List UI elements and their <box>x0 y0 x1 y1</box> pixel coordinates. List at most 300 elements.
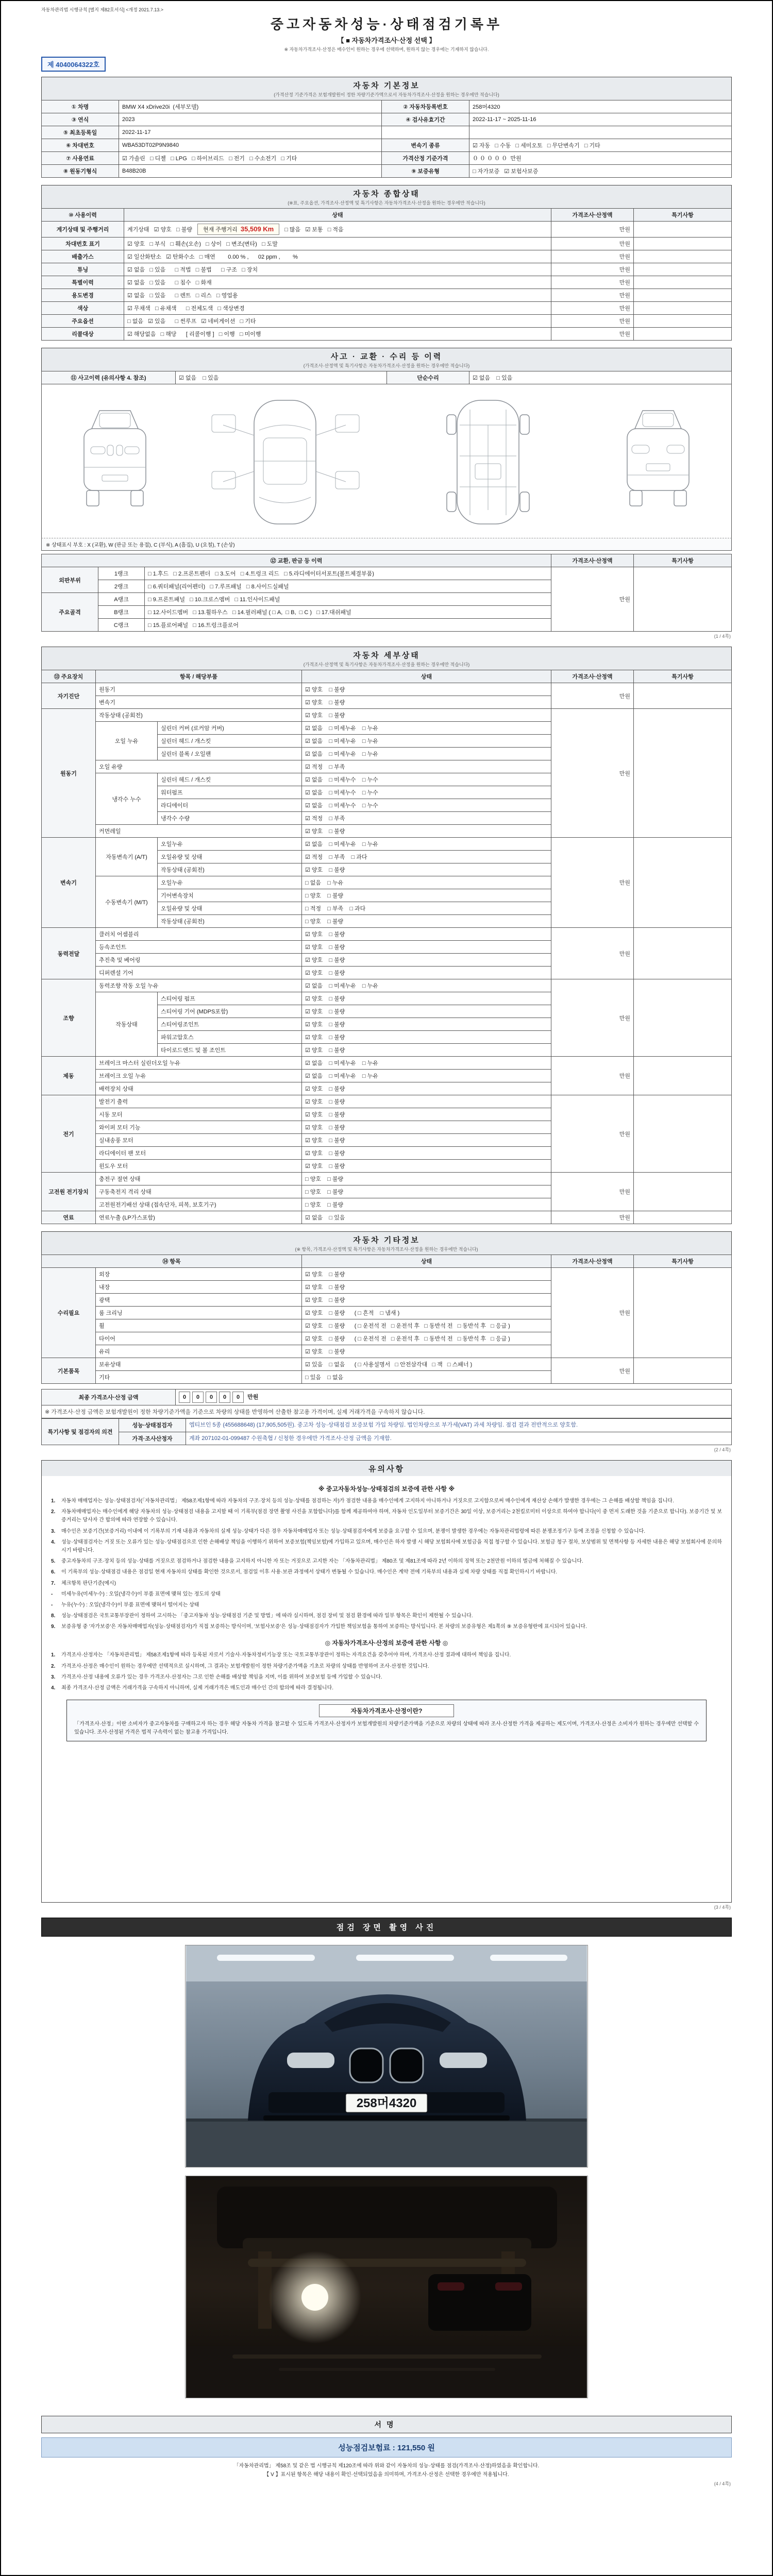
item-label: 라디에이터 팬 모터 <box>96 1147 302 1160</box>
rank-label: A랭크 <box>98 593 145 606</box>
inspector-opinion-text: 엡티브인 5종 (455688648) (17,905,505원). 중고차 성능·상태점검 보증보험 가입 차량임. 법인차량으로 부가세(VAT) 과세 차량임. 점검 결과 전반적으로 양호함. <box>186 1419 732 1432</box>
item-label: 디퍼렌셜 기어 <box>96 967 302 979</box>
item-label: 시동 모터 <box>96 1108 302 1121</box>
exchange-title: ⑫ 교환, 판금 등 이력 <box>42 554 551 567</box>
final-price-value <box>176 1389 732 1405</box>
page-marker-1: (1 / 4쪽) <box>714 634 731 639</box>
table-row <box>42 289 732 302</box>
device-label: 원동기 <box>42 709 96 838</box>
notice-item-number: 2. <box>51 1509 56 1515</box>
other-table <box>41 1255 732 1384</box>
table-row <box>42 1095 732 1108</box>
state-cell: □ 양호 □ 불량 <box>302 1173 551 1185</box>
notice-head-2: ◎ 자동차가격조사·산정의 보증에 관한 사항 ◎ <box>325 1639 448 1647</box>
history-label: 색상 <box>42 302 124 315</box>
device-label: 변속기 <box>42 838 96 928</box>
item-label: 외장 <box>96 1268 302 1281</box>
accident-history-label: ⑪ 사고이력 (유의사항 4. 참조) <box>42 371 176 384</box>
item-label: 배력장치 상태 <box>96 1082 302 1095</box>
table-row <box>42 100 732 113</box>
state-cell: ☑ 없음 □ 미세누유 □ 누유 <box>302 735 551 748</box>
field-value: 2022-11-17 ~ 2025-11-16 <box>469 113 732 126</box>
signature-footnotes <box>41 2462 732 2479</box>
photos-section-bar: 점검 장면 촬영 사진 <box>41 1918 732 1937</box>
field-label: ④ 검사유효기간 <box>382 113 469 126</box>
state-cell: ☑ 양호 □ 불량 <box>302 1268 551 1281</box>
price-survey-definition-box <box>66 1700 707 1741</box>
state-cell: □ 적정 □ 부족 □ 과다 <box>302 902 551 915</box>
notice-item-text: 누유(누수) : 오일(냉각수)이 부품 표면에 맺혀서 떨어지는 상태 <box>61 1602 199 1608</box>
state-cell: ☑ 양호 □ 불량 <box>302 696 551 709</box>
mileage-value: 35,509 Km <box>240 225 274 233</box>
table-row <box>42 165 732 178</box>
final-price-digits <box>179 1394 246 1400</box>
note-cell <box>634 1095 732 1173</box>
table-row <box>42 838 732 851</box>
state-cell: ☑ 없음 □ 있음 □ 적법 □ 불법 □ 구조 □ 장치 <box>124 263 551 276</box>
table-row <box>42 1211 732 1224</box>
price-survey-note: ※ 자동차가격조사·산정은 매수인이 원하는 경우에 선택하며, 원하지 않는 경우에는 기재하지 않습니다. <box>284 47 489 52</box>
notice-item-text: 미세누유(미세누수) : 오일(냉각수)이 부품 표면에 맺혀 있는 정도의 상태 <box>61 1591 221 1597</box>
device-label: 동력전달 <box>42 928 96 979</box>
basic-section-title: 자동차 기본정보 <box>353 81 420 90</box>
table-row <box>42 1419 732 1432</box>
item-label: 커먼레일 <box>96 825 302 838</box>
accident-section-note: (가격조사·산정액 및 특기사항은 자동차가격조사·산정을 원하는 경우에만 적습니다) <box>303 363 470 368</box>
item-label: 워터펌프 <box>158 786 302 799</box>
notice-item-number: 3. <box>51 1674 56 1680</box>
inspection-premium-band <box>41 2437 732 2458</box>
notice-title: 유의사항 <box>368 1465 405 1473</box>
state-cell: □ 없음 ☑ 있음 □ 썬루프 ☑ 네비게이션 □ 기타 <box>124 315 551 328</box>
history-label: 리콜대상 <box>42 328 124 341</box>
table-row <box>42 152 732 165</box>
price-def-title: 자동차가격조사·산정이란? <box>319 1704 454 1717</box>
state-cell: ☑ 없음 □ 미세누수 □ 누수 <box>302 773 551 786</box>
state-cell: □ 양호 □ 불량 <box>302 1185 551 1198</box>
field-value: 2022-11-17 <box>119 126 382 139</box>
notice-section-bar <box>41 1460 732 1476</box>
car-diagram-front <box>71 398 159 527</box>
table-row <box>42 276 732 289</box>
exchange-col-price: 가격조사·산정액 <box>551 554 634 567</box>
basic-info-table <box>41 100 732 178</box>
comp-col-history: ⑩ 사용이력 <box>42 209 124 222</box>
accident-history-value: ☑ 없음 □ 있음 <box>176 371 387 384</box>
other-section-note: (※ 항목, 가격조사·산정액 및 특기사항은 자동차가격조사·산정을 원하는 경우에만 적습니다) <box>295 1247 478 1252</box>
note-cell <box>634 1358 732 1384</box>
state-cell: □ 양호 □ 불량 <box>302 889 551 902</box>
form-header <box>41 6 732 72</box>
notice-item-text: 성능·상태점검자는 거짓 또는 오류가 있는 성능·상태점검으로 인한 손해배상 책임을 이행하기 위하여 보증보험(책임보험)에 가입하고 있으며, 매수인은 하자 발생 시 해당 보험회사에 보험금을 직접 청구할 수 있습니다. 보험금 청구 절차, 보상범위 및 면책사항 등 자세한 내용은 해당 보험회사에 문의하시기 바랍니다. <box>61 1539 722 1553</box>
state-cell: ☑ 양호 □ 불량 <box>302 1160 551 1173</box>
detail-col-device: ⑬ 주요장치 <box>42 670 96 683</box>
item-label: 동력조향 작동 오일 누유 <box>96 979 302 992</box>
note-cell <box>634 250 732 263</box>
field-value: □ 자가보증 ☑ 보험사보증 <box>469 165 732 178</box>
price-cell: 만원 <box>551 1095 634 1173</box>
sub-group-label: 냉각수 누수 <box>96 773 158 825</box>
note-cell <box>634 302 732 315</box>
state-cell: ☑ 없음 □ 미세누유 □ 누유 <box>302 722 551 735</box>
item-label: 추진축 및 베어링 <box>96 954 302 967</box>
item-label: 작동상태 (공회전) <box>158 863 302 876</box>
item-label: 작동상태 (공회전) <box>96 709 302 722</box>
table-row <box>42 315 732 328</box>
note-cell <box>634 838 732 928</box>
sub-group-label: 수동변속기 (M/T) <box>96 876 158 928</box>
history-label: 특별이력 <box>42 276 124 289</box>
item-label: 와이퍼 모터 기능 <box>96 1121 302 1134</box>
section-comprehensive <box>41 185 732 341</box>
state-cell: ☑ 없음 □ 있음 □ 침수 □ 화재 <box>124 276 551 289</box>
basic-section-note: (가격산정 기준가격은 보험개발원이 정한 차량기준가액으로서 자동차가격조사·산정을 원하는 경우에만 적습니다) <box>274 92 499 97</box>
field-value: WBA53DT02P9N9840 <box>119 139 382 152</box>
table-row <box>42 238 732 250</box>
panel-group-label: 외판부위 <box>42 567 98 593</box>
detail-table <box>41 670 732 1224</box>
table-row <box>42 1432 732 1445</box>
state-cell: ☑ 해당없음 □ 해당 [ 리콜이행 ] □ 이행 □ 미이행 <box>124 328 551 341</box>
note-cell <box>634 263 732 276</box>
state-cell: ☑ 없음 □ 미세누수 □ 누수 <box>302 799 551 812</box>
price-digit: 0 <box>206 1392 217 1403</box>
exchange-col-note: 특기사항 <box>634 554 732 567</box>
panel-items: □ 12.사이드멤버 □ 13.휠하우스 □ 14.필러패널 ( □ A, □ B, □ C ) □ 17.대쉬패널 <box>145 606 551 619</box>
field-label <box>382 126 469 139</box>
table-row <box>42 1358 732 1371</box>
history-label: 차대번호 표기 <box>42 238 124 250</box>
state-cell: ☑ 양호 □ 불량 <box>302 1018 551 1031</box>
state-cell: ☑ 양호 □ 불량 <box>302 1294 551 1307</box>
note-cell <box>634 683 732 709</box>
field-label: ⑨ 보증유형 <box>382 165 469 178</box>
note-cell <box>634 289 732 302</box>
price-cell: 만원 <box>551 250 634 263</box>
notice-item <box>51 1684 722 1692</box>
final-price-label: 최종 가격조사·산정 금액 <box>42 1389 176 1405</box>
notice-item-number: - <box>51 1602 53 1608</box>
price-digit: 0 <box>192 1392 204 1403</box>
sub-group-label: 자동변속기 (A/T) <box>96 838 158 876</box>
notice-item-text: 보증유형 중 '자가보증'은 자동차매매업자(성능·상태점검자)가 직접 보증하는 방식이며, '보험사보증'은 성능·상태점검자가 가입한 책임보험을 통하여 보증하는 방식입니다. 본 차량의 보증유형은 제1쪽의 ⑨ 보증유형란에 표시되어 있습니다. <box>61 1624 587 1630</box>
detail-section-title: 자동차 세부상태 <box>353 651 420 660</box>
other-col-price: 가격조사·산정액 <box>551 1255 634 1268</box>
price-cell: 만원 <box>551 289 634 302</box>
state-cell: ☑ 양호 □ 불량 ( □ 운전석 전 □ 운전석 후 □ 동반석 전 □ 동반석 후 □ 응급 ) <box>302 1332 551 1345</box>
price-cell: 만원 <box>551 302 634 315</box>
history-label: 튜닝 <box>42 263 124 276</box>
item-label: 구동축전지 격리 상태 <box>96 1185 302 1198</box>
table-row <box>42 1268 732 1281</box>
comp-section-bar <box>41 185 732 208</box>
price-cell: 만원 <box>551 1057 634 1095</box>
price-cell: 만원 <box>551 238 634 250</box>
notice-item <box>51 1538 722 1555</box>
history-label: 계기상태 및 주행거리 <box>42 222 124 238</box>
item-label: 충전구 절연 상태 <box>96 1173 302 1185</box>
page-marker-3: (3 / 4쪽) <box>714 1905 731 1910</box>
form-page <box>41 1 732 2487</box>
item-label: 클러치 어셈블리 <box>96 928 302 941</box>
item-label: 오일누유 <box>158 876 302 889</box>
section-basic-info <box>41 77 732 178</box>
note-cell <box>634 1057 732 1095</box>
table-row <box>42 328 732 341</box>
history-label: 배출가스 <box>42 250 124 263</box>
notice-item-number: 1. <box>51 1498 56 1504</box>
car-diagram-top <box>208 394 362 531</box>
notice-item <box>51 1497 722 1505</box>
note-cell <box>634 709 732 838</box>
field-label: 가격산정 기준가격 <box>382 152 469 165</box>
item-label: 광택 <box>96 1294 302 1307</box>
item-label: 보유상태 <box>96 1358 302 1371</box>
note-cell <box>634 238 732 250</box>
other-col-note: 특기사항 <box>634 1255 732 1268</box>
field-value: ☑ 자동 □ 수동 □ 세미오토 □ 무단변속기 □ 기타 <box>469 139 732 152</box>
field-label: ② 자동차등록번호 <box>382 100 469 113</box>
item-label: 냉각수 수량 <box>158 812 302 825</box>
notice-item <box>51 1508 722 1524</box>
notice-item <box>51 1673 722 1682</box>
notice-item <box>51 1612 722 1620</box>
panel-items: □ 9.프론트패널 □ 10.크로스멤버 □ 11.인사이드패널 <box>145 593 551 606</box>
notice-item <box>51 1590 722 1599</box>
license-plate-text: 258머4320 <box>356 2096 417 2110</box>
comprehensive-table <box>41 208 732 341</box>
notice-item <box>51 1651 722 1659</box>
item-label: 윈도우 모터 <box>96 1160 302 1173</box>
notice-item-number: 7. <box>51 1580 56 1586</box>
state-cell: ☑ 없음 □ 미세누수 □ 누수 <box>302 786 551 799</box>
other-col-item: ⑭ 항목 <box>42 1255 302 1268</box>
item-label: 타이어 <box>96 1332 302 1345</box>
item-label: 스티어링 기어 (MDPS포함) <box>158 1005 302 1018</box>
detail-section-bar <box>41 647 732 670</box>
state-cell: ☑ 양호 □ 불량 <box>302 941 551 954</box>
table-row <box>42 979 732 992</box>
state-cell: ☑ 없음 □ 미세누유 □ 누유 <box>302 748 551 760</box>
accident-section-bar <box>41 348 732 371</box>
state-cell: ☑ 없음 □ 미세누유 □ 누유 <box>302 979 551 992</box>
table-row <box>42 302 732 315</box>
simple-repair-value: ☑ 없음 □ 있음 <box>469 371 732 384</box>
table-row <box>42 222 732 238</box>
item-label: 작동상태 (공회전) <box>158 915 302 928</box>
item-label: 타이로드엔드 및 볼 조인트 <box>158 1044 302 1057</box>
item-label: 원동기 <box>96 683 302 696</box>
item-label: 오일유량 및 상태 <box>158 851 302 863</box>
price-cell: 만원 <box>551 328 634 341</box>
field-value <box>469 126 732 139</box>
notice-item-number: 6. <box>51 1569 56 1575</box>
field-label: ⑤ 최초등록일 <box>42 126 119 139</box>
state-cell: ☑ 양호 □ 불량 <box>302 683 551 696</box>
sub-group-label: 오일 누유 <box>96 722 158 760</box>
history-label: 용도변경 <box>42 289 124 302</box>
state-cell: ☑ 양호 □ 불량 <box>302 825 551 838</box>
notice-head-1: ※ 중고자동차성능·상태점검의 보증에 관한 사항 ※ <box>318 1485 455 1493</box>
state-cell: ☑ 양호 □ 불량 <box>302 709 551 722</box>
note-cell <box>634 928 732 979</box>
notice-item-number: 5. <box>51 1558 56 1565</box>
device-label: 수리필요 <box>42 1268 96 1358</box>
section-other <box>41 1231 732 1453</box>
item-label: 스티어링 펌프 <box>158 992 302 1005</box>
state-cell: ☑ 적정 □ 부족 <box>302 812 551 825</box>
state-cell: ☑ 양호 □ 불량 <box>302 1108 551 1121</box>
item-label: 연료누출 (LP가스포함) <box>96 1211 302 1224</box>
inspector-role-label: 가격·조사산정자 <box>119 1432 186 1445</box>
price-digit: 0 <box>219 1392 230 1403</box>
item-label: 오일누유 <box>158 838 302 851</box>
state-cell: ☑ 양호 □ 불량 <box>302 1082 551 1095</box>
price-cell: 만원 <box>551 567 634 632</box>
note-cell <box>634 1211 732 1224</box>
accident-flags-table <box>41 371 732 384</box>
field-label: ⑧ 원동기형식 <box>42 165 119 178</box>
price-def-text: 「가격조사·산정」이란 소비자가 중고자동차를 구매하고자 하는 경우 해당 자동차 가격을 참고할 수 있도록 가격조사·산정자가 보험개발원의 차량기준가액을 기준으로 차량의 상태에 따라 조사·산정한 가격을 제공하는 제도이며, 가격조사·산정은 소비자가 원하는 경우에만 선택할 수 있습니다. 조사·산정된 가격은 법적 구속력이 없는 참고용 가격입니다. <box>74 1721 699 1736</box>
price-survey-select: 【 ■ 자동차가격조사·산정 선택 】 <box>337 37 436 44</box>
note-cell <box>634 276 732 289</box>
notice-item <box>51 1568 722 1577</box>
notice-item-number: 4. <box>51 1539 56 1545</box>
device-label: 기본품목 <box>42 1358 96 1384</box>
field-value: ０ ０ ０ ０ ０ 만원 <box>469 152 732 165</box>
item-label: 파워고압호스 <box>158 1031 302 1044</box>
rank-label: 2랭크 <box>98 580 145 593</box>
rank-label: B랭크 <box>98 606 145 619</box>
panel-items: □ 6.쿼터패널(리어펜더) □ 7.루프패널 □ 8.사이드실패널 <box>145 580 551 593</box>
notice-item-text: 중고자동차의 구조·장치 등의 성능·상태를 거짓으로 점검하거나 점검한 내용을 고지하지 아니한 자 또는 거짓으로 고지한 자는 「자동차관리법」 제80조 및 제81조에 따라 2년 이하의 징역 또는 2천만원 이하의 벌금에 처해질 수 있습니다. <box>61 1558 583 1565</box>
panel-items: □ 1.후드 □ 2.프론트펜더 □ 3.도어 □ 4.트렁크 리드 □ 5.라디에이터서포트(볼트체결부품) <box>145 567 551 580</box>
field-label: ③ 연식 <box>42 113 119 126</box>
form-reference: 자동차관리법 시행규칙 [별지 제82호서식] <개정 2021.7.13.> <box>41 7 164 12</box>
state-cell: ☑ 양호 □ 불량 <box>302 992 551 1005</box>
table-row <box>42 1173 732 1185</box>
signature-bar: 서명 <box>41 2416 732 2433</box>
state-cell: □ 없음 □ 누유 <box>302 876 551 889</box>
table-row <box>42 1057 732 1070</box>
sub-group-label: 작동상태 <box>96 992 158 1057</box>
state-cell: ☑ 없음 □ 있음 □ 렌트 □ 리스 □ 영업용 <box>124 289 551 302</box>
field-label: ⑥ 차대번호 <box>42 139 119 152</box>
notice-list-1 <box>51 1497 722 1631</box>
car-diagram-underbody <box>411 394 565 531</box>
panel-group-label: 주요골격 <box>42 593 98 632</box>
device-label: 제동 <box>42 1057 96 1095</box>
state-cell: □ 양호 □ 불량 <box>302 1198 551 1211</box>
state-cell: ☑ 양호 □ 불량 <box>302 1281 551 1294</box>
device-label: 조향 <box>42 979 96 1057</box>
inspection-photo-underbody <box>185 2176 588 2398</box>
comp-col-price: 가격조사·산정액 <box>551 209 634 222</box>
note-cell <box>634 222 732 238</box>
premium-value: 121,550 원 <box>397 2444 435 2452</box>
item-label: 내장 <box>96 1281 302 1294</box>
inspector-role-label: 성능·상태점검자 <box>119 1419 186 1432</box>
notice-item-text: 가격조사·산정 내용에 오류가 있는 경우 가격조사·산정자는 그로 인한 손해를 배상할 책임을 지며, 이를 위하여 보증보험 등에 가입할 수 있습니다. <box>61 1674 382 1680</box>
notice-item <box>51 1557 722 1566</box>
page-marker-4: (4 / 4쪽) <box>714 2481 731 2486</box>
state-cell: ☑ 양호 □ 불량 <box>302 954 551 967</box>
table-row <box>42 113 732 126</box>
state-cell: ☑ 양호 □ 불량 ( □ 흔적 □ 냄새 ) <box>302 1307 551 1319</box>
field-value: BMW X4 xDrive20i (세부모델) <box>119 100 382 113</box>
signature-footnote-2: 【 V 】표시된 항목은 해당 내용이 확인·선택되었음을 의미하며, 가격조사·산정은 선택한 경우에만 적용됩니다. <box>264 2472 509 2478</box>
notice-item <box>51 1580 722 1588</box>
inspection-photo-front <box>185 1945 588 2167</box>
detail-col-item: 항목 / 해당부품 <box>96 670 302 683</box>
accident-section-title: 사고 · 교환 · 수리 등 이력 <box>330 352 443 361</box>
state-cell: ☑ 없음 □ 미세누유 □ 누유 <box>302 838 551 851</box>
notice-item <box>51 1601 722 1609</box>
notice-item-text: 성능·상태점검은 국토교통부장관이 정하여 고시하는 「중고자동차 성능·상태점검 기준 및 방법」에 따라 실시하며, 점검 장비 및 점검 환경에 따라 일부 항목은 확인이 제한될 수 있습니다. <box>61 1613 473 1619</box>
section-detail <box>41 647 732 1224</box>
price-cell: 만원 <box>551 928 634 979</box>
state-cell: ☑ 양호 □ 불량 <box>302 928 551 941</box>
item-label: 변속기 <box>96 696 302 709</box>
panel-items: □ 15.플로어패널 □ 16.트렁크플로어 <box>145 619 551 632</box>
notice-item-text: 자동차매매업자는 매수인에게 해당 자동차의 성능·상태점검 내용을 고지할 때 이 기록부(점검 장면 촬영 사진을 포함합니다)를 함께 제공하여야 하며, 자동차 인도일부터 보증기간은 30일 이상, 보증거리는 2천킬로미터 이상으로 하여야 합니다(이 중 먼저 도래한 것을 기준으로 합니다). 보증기간 및 보증거리는 당사자 간 합의에 따라 연장할 수 있습니다. <box>61 1509 722 1523</box>
comp-section-title: 자동차 종합상태 <box>353 190 420 198</box>
other-section-bar <box>41 1231 732 1255</box>
notice-item-number: 8. <box>51 1613 56 1619</box>
note-cell <box>634 328 732 341</box>
car-diagram-panel <box>41 384 732 538</box>
rank-label: 1랭크 <box>98 567 145 580</box>
notice-body <box>41 1476 732 1903</box>
exchange-history-table <box>41 554 732 632</box>
table-row <box>42 139 732 152</box>
field-label: ① 차명 <box>42 100 119 113</box>
state-cell: ☑ 없음 □ 미세누유 □ 누유 <box>302 1057 551 1070</box>
device-label: 연료 <box>42 1211 96 1224</box>
notice-item-number: 3. <box>51 1528 56 1534</box>
item-label: 고전원전기배선 상태 (접속단자, 피복, 보호기구) <box>96 1198 302 1211</box>
item-label: 휠 <box>96 1319 302 1332</box>
price-cell: 만원 <box>551 263 634 276</box>
price-cell: 만원 <box>551 1268 634 1358</box>
device-label: 자기진단 <box>42 683 96 709</box>
state-cell: ☑ 양호 □ 불량 <box>302 967 551 979</box>
simple-repair-label: 단순수리 <box>387 371 469 384</box>
item-label: 브레이크 오일 누유 <box>96 1070 302 1082</box>
basic-section-bar <box>41 77 732 100</box>
notice-item-text: 가격조사·산정자는 「자동차관리법」 제58조제1항에 따라 등록된 자로서 기술사·자동차정비기능장 또는 국토교통부장관이 정하는 자격요건을 갖추어야 하며, 가격조사·산정 결과에 대하여 책임을 집니다. <box>61 1652 511 1658</box>
item-label: 브레이크 마스터 실린더오일 누유 <box>96 1057 302 1070</box>
item-label: 유리 <box>96 1345 302 1358</box>
state-cell: ☑ 있음 □ 없음 ( □ 사용설명서 □ 안전삼각대 □ 잭 □ 스패너 ) <box>302 1358 551 1371</box>
detail-col-state: 상태 <box>302 670 551 683</box>
notice-list-2 <box>51 1651 722 1692</box>
price-cell: 만원 <box>551 838 634 928</box>
field-value: ☑ 가솔린 □ 디젤 □ LPG □ 하이브리드 □ 전기 □ 수소전기 □ 기타 <box>119 152 382 165</box>
rank-label: C랭크 <box>98 619 145 632</box>
price-cell: 만원 <box>551 315 634 328</box>
table-row <box>42 683 732 696</box>
table-row <box>42 709 732 722</box>
notice-item-text: 이 기록부의 성능·상태점검 내용은 점검일 현재 자동차의 상태를 확인한 것으로서, 점검일 이후 사용·보관 과정에서 상태가 변동될 수 있습니다. 매수인은 계약 전에 기록부의 내용과 실제 차량 상태를 직접 확인하시기 바랍니다. <box>61 1569 558 1575</box>
comp-col-note: 특기사항 <box>634 209 732 222</box>
state-cell: ☑ 적정 □ 부족 <box>302 760 551 773</box>
detail-col-price: 가격조사·산정액 <box>551 670 634 683</box>
table-row <box>42 928 732 941</box>
note-cell <box>634 1268 732 1358</box>
state-cell: ☑ 양호 □ 불량 <box>302 1044 551 1057</box>
state-cell: ☑ 무채색 □ 유채색 □ 전체도색 □ 색상변경 <box>124 302 551 315</box>
